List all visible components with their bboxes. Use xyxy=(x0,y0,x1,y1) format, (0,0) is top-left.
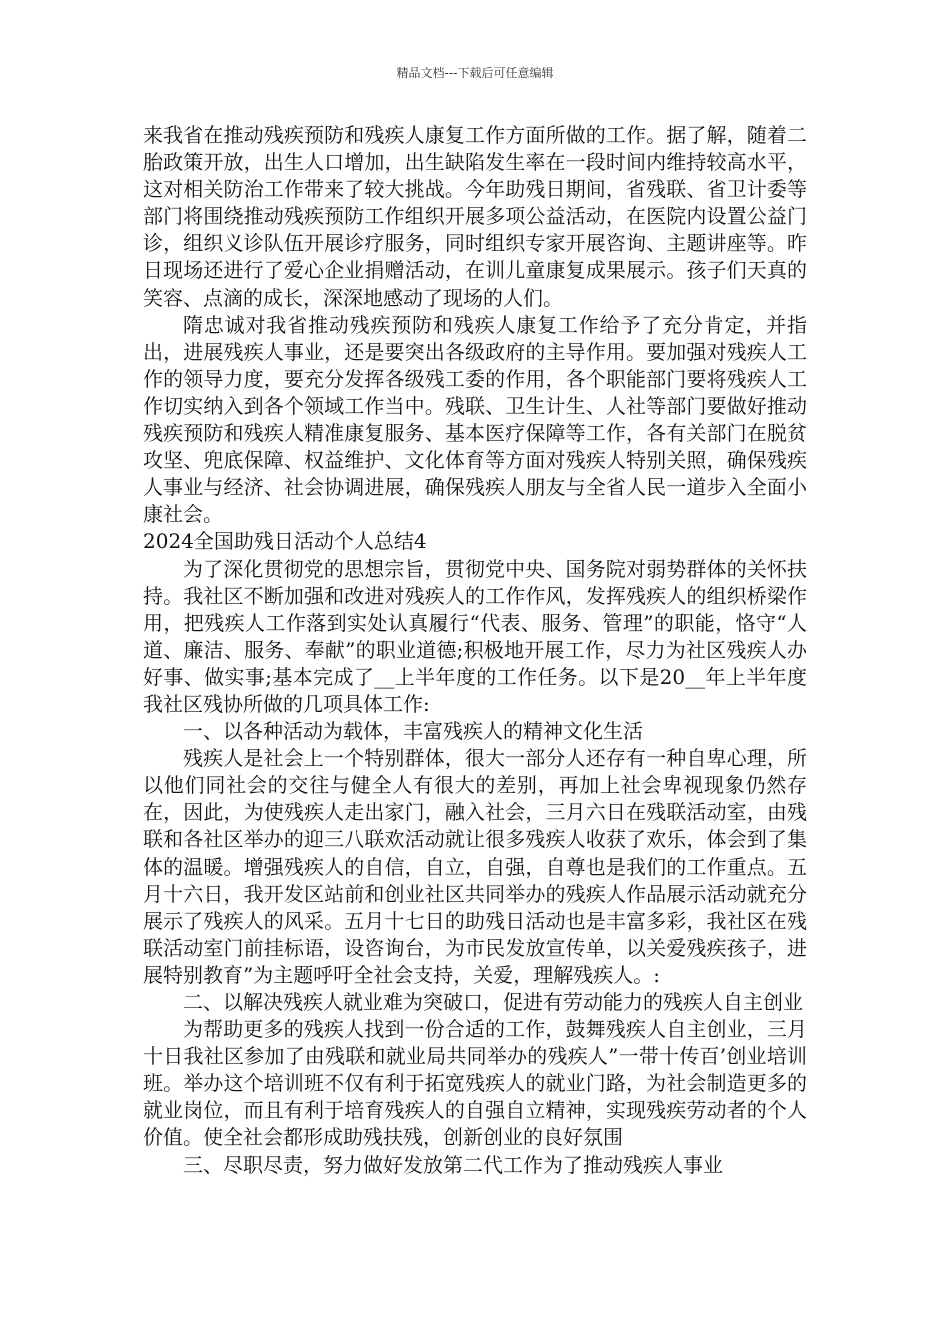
subsection-heading: 一、以各种活动为载体，丰富残疾人的精神文化生活 xyxy=(183,719,643,744)
document-body xyxy=(143,122,807,1179)
subsection-heading: 二、以解决残疾人就业难为突破口，促进有劳动能力的残疾人自主创业 xyxy=(183,990,803,1014)
paragraph: 隋忠诚对我省推动残疾预防和残疾人康复工作给予了充分肯定，并指出，进展残疾人事业，还是要突出各级政府的主导作用。要加强对残疾人工作的领导力度，要充分发挥各级残工委的作用，各个职能部门要将残疾人工作切实纳入到各个领域工作当中。残联、卫生计生、人社等部门要做好推动残疾预防和残疾人精准康复服务、基本医疗保障等工作，各有关部门在脱贫攻坚、兜底保障、权益维护、文化体育等方面对残疾人特别关照，确保残疾人事业与经济、社会协调进展，确保残疾人朋友与全省人民一道步入全面小康社会。 xyxy=(143,312,807,527)
paragraph: 三、尽职尽责，努力做好发放第二代工作为了推动残疾人事业 xyxy=(183,1152,723,1177)
paragraph: 为了深化贯彻党的思想宗旨，贯彻党中央、国务院对弱势群体的关怀扶持。我社区不断加强和改进对残疾人的工作作风，发挥残疾人的组织桥梁作用，把残疾人工作落到实处认真履行“代表、服务、管理”的职能，恪守“人道、廉洁、服务、奉献”的职业道德;积极地开展工作，尽力为社区残疾人办好事、做实事;基本完成了__上半年度的工作任务。以下是20__年上半年度我社区残协所做的几项具体工作: xyxy=(143,556,807,716)
paragraph: 为帮助更多的残疾人找到一份合适的工作，鼓舞残疾人自主创业，三月十日我社区参加了由残联和就业局共同举办的残疾人”一带十传百’创业培训班。举办这个培训班不仅有利于拓宽残疾人的就业门路，为社会制造更多的就业岗位，而且有利于培育残疾人的自强自立精神，实现残疾劳动者的个人价值。使全社会都形成助残扶残，创新创业的良好氛围 xyxy=(143,1017,807,1150)
section-heading: 2024全国助残日活动个人总结4 xyxy=(143,529,427,554)
paragraph: 来我省在推动残疾预防和残疾人康复工作方面所做的工作。据了解，随着二胎政策开放，出生人口增加，出生缺陷发生率在一段时间内维持较高水平，这对相关防治工作带来了较大挑战。今年助残日期间，省残联、省卫计委等部门将围绕推动残疾预防工作组织开展多项公益活动，在医院内设置公益门诊，组织义诊队伍开展诊疗服务，同时组织专家开展咨询、主题讲座等。昨日现场还进行了爱心企业捐赠活动，在训儿童康复成果展示。孩子们天真的笑容、点滴的成长，深深地感动了现场的人们。 xyxy=(143,123,807,310)
paragraph: 残疾人是社会上一个特别群体，很大一部分人还存有一种自卑心理，所以他们同社会的交往与健全人有很大的差别，再加上社会卑视现象仍然存在，因此，为使残疾人走出家门，融入社会，三月六日在残联活动室，由残联和各社区举办的迎三八联欢活动就让很多残疾人收获了欢乐，体会到了集体的温暖。增强残疾人的自信，自立，自强，自尊也是我们的工作重点。五月十六日，我开发区站前和创业社区共同举办的残疾人作品展示活动就充分展示了残疾人的风采。五月十七日的助残日活动也是丰富多彩，我社区在残联活动室门前挂标语，设咨询台，为市民发放宣传单，以关爱残疾孩子，进展特别教育”为主题呼吁全社会支持，关爱，理解残疾人。: xyxy=(143,746,807,987)
page-header: 精品文档---下载后可任意编辑 xyxy=(396,66,554,80)
